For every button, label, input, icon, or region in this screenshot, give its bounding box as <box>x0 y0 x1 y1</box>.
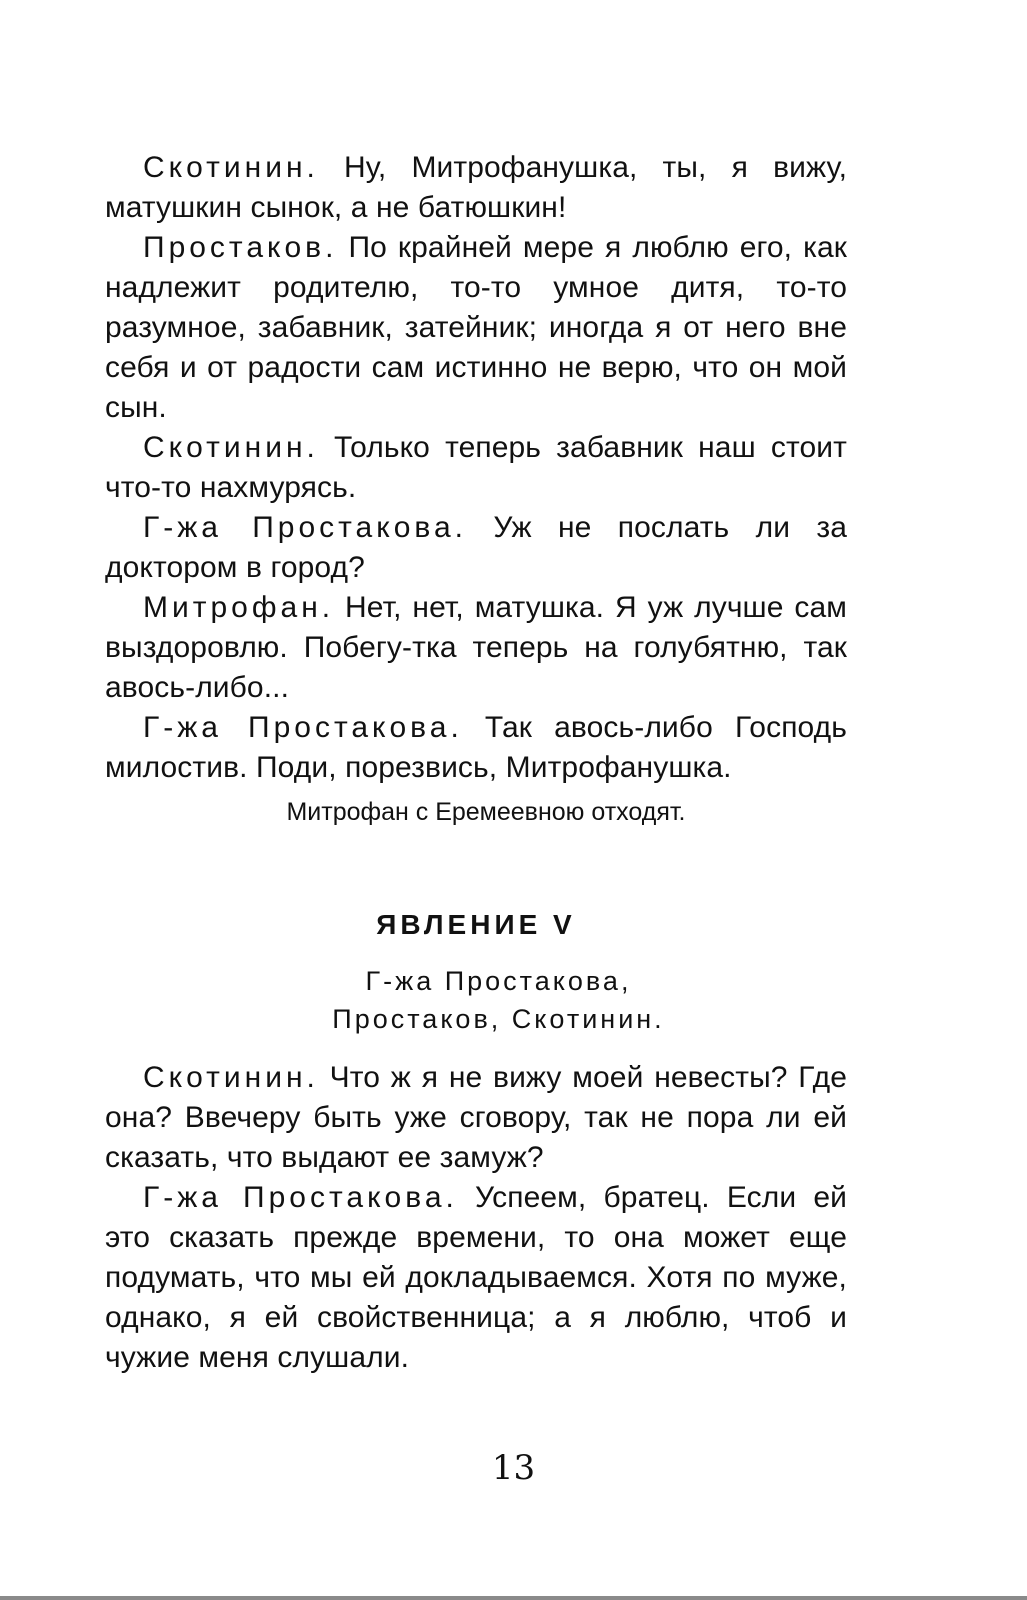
dialogue-paragraph <box>105 1178 847 1378</box>
speaker-name: Г-жа Простакова. <box>143 511 467 544</box>
dialogue-text: Нет, нет, матушка. Я уж лучше сам выздоровлю. Побегу-тка теперь на голубятню, так авось-либо... <box>105 591 847 704</box>
speaker-name: Скотинин. <box>143 151 319 184</box>
dialogue-text: Так авось-либо Господь милостив. Поди, порезвись, Митрофанушка. <box>105 711 847 784</box>
dialogue-paragraph <box>105 588 847 708</box>
dialogue-text: По крайней мере я люблю его, как надлежит родителю, то-то умное дитя, то-то разумное, забавник, затейник; иногда я от него вне себя и от радости сам истинно не верю, что он мой сын. <box>105 231 847 424</box>
speaker-name: Г-жа Простакова. <box>143 711 463 744</box>
dialogue-paragraph <box>105 708 847 788</box>
speaker-name: Простаков. <box>143 231 338 264</box>
scene-title: ЯВЛЕНИЕ V <box>376 909 576 940</box>
dialogue-text: Уж не послать ли за доктором в город? <box>105 511 848 584</box>
dialogue-text: Успеем, братец. Если ей это сказать прежде времени, то она может еще подумать, что мы ей докладываемся. Хотя по муже, однако, я ей свойственница; а я люблю, чтоб и чужие меня слушали. <box>105 1181 848 1374</box>
speaker-name: Скотинин. <box>143 431 319 464</box>
speaker-name: Митрофан. <box>143 591 335 624</box>
dialogue-paragraph <box>105 508 847 588</box>
dialogue-text: Ну, Митрофанушка, ты, я вижу, матушкин сынок, а не батюшкин! <box>105 151 848 224</box>
dialogue-paragraph <box>105 1058 847 1178</box>
stage-direction: Митрофан с Еремеевною отходят. <box>286 798 686 826</box>
dialogue-paragraph <box>105 148 847 228</box>
cast-line: Г-жа Простакова, <box>365 966 632 996</box>
dialogue-text: Что ж я не вижу моей невесты? Где она? Ввечеру быть уже сговору, так не пора ли ей сказать, что выдают ее замуж? <box>105 1061 847 1174</box>
page-number: 13 <box>491 1448 536 1488</box>
speaker-name: Г-жа Простакова. <box>143 1181 458 1214</box>
speaker-name: Скотинин. <box>143 1061 319 1094</box>
dialogue-paragraph <box>105 228 847 428</box>
bottom-edge-divider <box>0 1596 1027 1600</box>
book-page <box>105 148 847 1378</box>
dialogue-text: Только теперь забавник наш стоит что-то нахмурясь. <box>105 431 847 504</box>
cast-line: Простаков, Скотинин. <box>332 1004 665 1034</box>
cast-list <box>105 962 847 1038</box>
dialogue-paragraph <box>105 428 847 508</box>
